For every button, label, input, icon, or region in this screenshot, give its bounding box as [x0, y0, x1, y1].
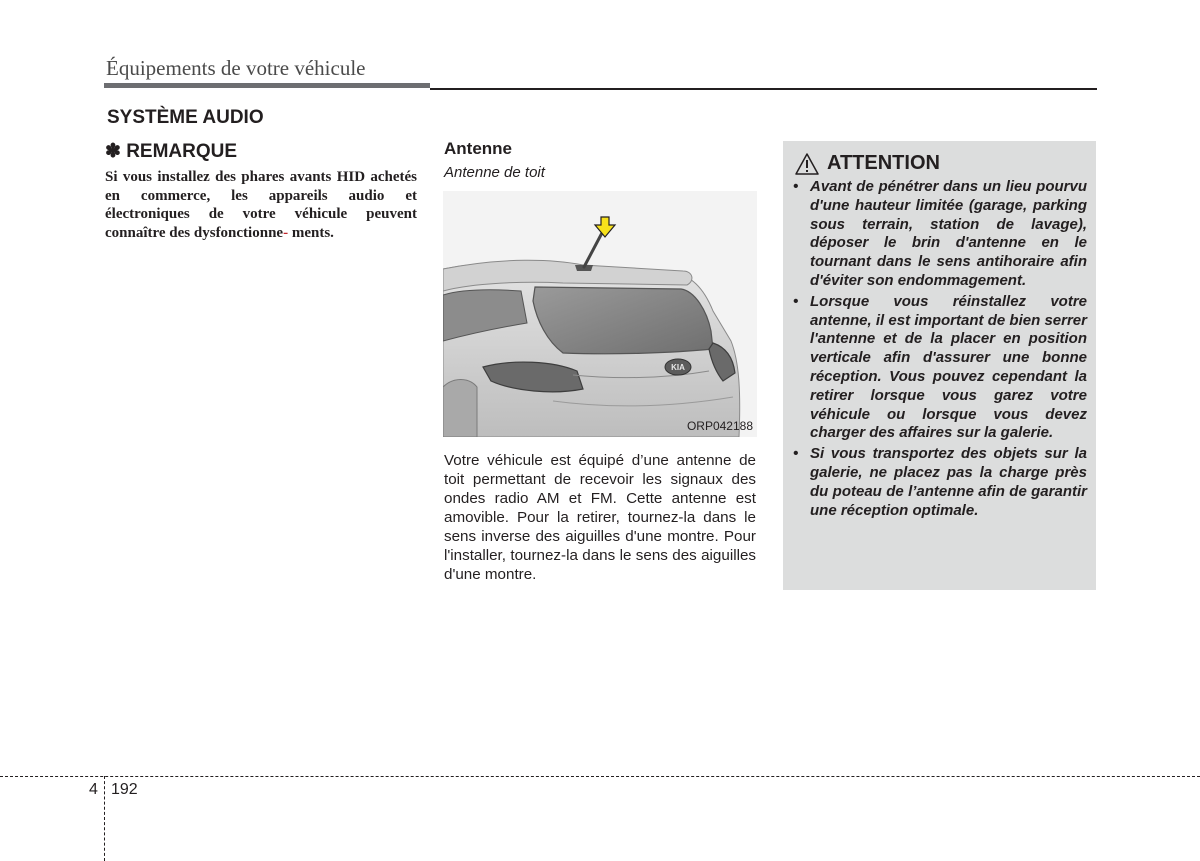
attention-item — [793, 293, 1087, 443]
antenna-heading: Antenne — [444, 139, 512, 158]
attention-item-text: Lorsque vous réinstallez votre antenne, il est important de bien serrer l'antenne et de la placer en position verticale afin d'assurer une bonne réception. Vous pouvez cependant la retirer lorsque vous garez votre véhicule ou lorsque vous devez charger des affaires sur la galerie. — [810, 292, 1087, 442]
attention-list — [793, 178, 1087, 522]
remark-text-end: ments. — [291, 224, 334, 241]
car-rear-drawing — [443, 191, 757, 437]
header-rule-thin — [430, 88, 1097, 90]
attention-item — [793, 178, 1087, 291]
chapter-header: Équipements de votre véhicule — [106, 56, 366, 80]
remark-heading: ✽ REMARQUE — [105, 141, 238, 162]
warning-triangle-icon — [795, 153, 819, 175]
bullet-icon: • — [793, 178, 799, 195]
chapter-number: 4 — [89, 781, 98, 798]
roof-antenna-subheading: Antenne de toit — [444, 164, 545, 181]
antenna-body-text: Votre véhicule est équipé d’une antenne de toit permettant de recevoir les signaux des ondes radio AM et FM. Cette antenne est amovible. Pour la retirer, tournez-la dans le sens inverse des aiguilles d'une montre. Pour l'installer, tournez-la dans le sens des aiguilles d'une montre. — [444, 452, 756, 583]
bullet-icon: • — [793, 445, 799, 463]
attention-item-text: Si vous transportez des objets sur la galerie, ne placez pas la charge près du poteau de l’antenne afin de garantir une réception optimale. — [810, 445, 1087, 519]
footer-rule — [0, 776, 1200, 777]
attention-header — [795, 152, 940, 175]
bullet-icon: • — [793, 292, 799, 310]
header-rule-thick — [104, 83, 430, 88]
attention-item — [793, 445, 1087, 520]
page-number: 192 — [111, 781, 138, 798]
section-title: SYSTÈME AUDIO — [107, 107, 264, 128]
remark-text-main: Si vous installez des phares avants HID achetés en commerce, les appareils audio et électroniques de votre véhicule peuvent connaître des dysfonctionne — [105, 169, 417, 241]
attention-item-text: Avant de pénétrer dans un lieu pourvu d'une hauteur limitée (garage, parking sous terrain, station de lavage), déposer le brin d'antenne en le tournant dans le sens antihoraire afin d'éviter son endommagement. — [810, 178, 1087, 289]
footer-vertical-rule — [104, 776, 105, 861]
attention-heading: ATTENTION — [827, 152, 940, 174]
roof-antenna-illustration — [443, 191, 757, 437]
brand-logo-icon: KIA — [671, 363, 685, 372]
remark-hyphen: - — [283, 224, 289, 241]
remark-text — [105, 168, 417, 242]
figure-code: ORP042188 — [686, 419, 753, 433]
